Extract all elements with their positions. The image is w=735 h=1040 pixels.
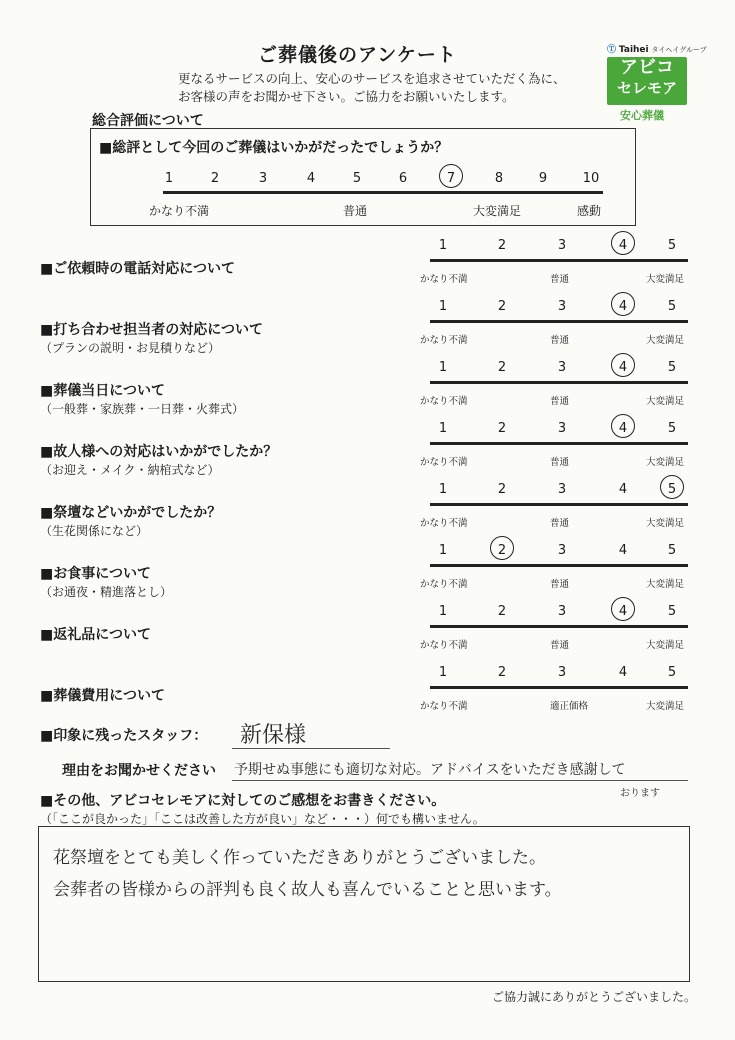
rating-label: かなり不満 xyxy=(420,579,468,590)
rating-option[interactable]: 4 xyxy=(618,238,628,253)
rating-scale-line xyxy=(430,564,688,567)
question-title: ■お食事について xyxy=(40,566,151,582)
rating-scale-line xyxy=(430,686,688,689)
rating-label: かなり不満 xyxy=(420,518,468,529)
overall-scale-option[interactable]: 3 xyxy=(258,171,268,186)
reason-underline xyxy=(232,780,688,781)
rating-option[interactable]: 5 xyxy=(667,665,677,680)
rating-option[interactable]: 2 xyxy=(497,604,507,619)
overall-question: ■総評として今回のご葬儀はいかがだったでしょうか？ xyxy=(99,140,449,156)
rating-option[interactable]: 2 xyxy=(497,360,507,375)
question-subtitle: （お通夜・精進落とし） xyxy=(40,585,173,599)
rating-option[interactable]: 2 xyxy=(497,299,507,314)
reason-label: 理由をお聞かせください xyxy=(62,763,216,779)
intro-line-2: お客様の声をお聞かせ下さい。ご協力をお願いいたします。 xyxy=(178,89,515,104)
rating-option[interactable]: 1 xyxy=(438,665,448,680)
rating-label: 大変満足 xyxy=(646,518,685,529)
brand-line-2: セレモア xyxy=(616,79,677,97)
rating-option[interactable]: 3 xyxy=(557,421,567,436)
rating-label: かなり不満 xyxy=(420,457,468,468)
brand-line-1: アビコ xyxy=(620,57,674,78)
rating-option[interactable]: 2 xyxy=(497,482,507,497)
rating-option[interactable]: 5 xyxy=(667,482,677,497)
rating-label: 大変満足 xyxy=(646,457,685,468)
rating-label: 大変満足 xyxy=(646,640,685,651)
rating-option[interactable]: 1 xyxy=(438,543,448,558)
rating-option[interactable]: 4 xyxy=(618,421,628,436)
rating-scale-line xyxy=(430,259,688,262)
rating-option[interactable]: 1 xyxy=(438,360,448,375)
question-subtitle: （プランの説明・お見積りなど） xyxy=(40,341,221,355)
rating-selected-circle xyxy=(611,353,635,377)
rating-option[interactable]: 5 xyxy=(667,299,677,314)
comment-line-2: 会葬者の皆様からの評判も良く故人も喜んでいることと思います。 xyxy=(53,880,562,900)
question-title: ■葬儀当日について xyxy=(40,383,165,399)
overall-scale-option[interactable]: 1 xyxy=(164,171,174,186)
overall-label-mid: 普通 xyxy=(343,204,368,218)
rating-option[interactable]: 1 xyxy=(438,421,448,436)
rating-option[interactable]: 4 xyxy=(618,299,628,314)
rating-label: かなり不満 xyxy=(420,396,468,407)
rating-label: 適正価格 xyxy=(550,701,589,712)
question-subtitle: （一般葬・家族葬・一日葬・火葬式） xyxy=(40,402,245,416)
rating-label: 大変満足 xyxy=(646,335,685,346)
rating-option[interactable]: 1 xyxy=(438,604,448,619)
rating-selected-circle xyxy=(611,414,635,438)
comments-box[interactable] xyxy=(38,826,690,982)
rating-option[interactable]: 4 xyxy=(618,665,628,680)
overall-scale-option[interactable]: 6 xyxy=(398,171,408,186)
rating-scale-line xyxy=(430,503,688,506)
overall-scale-option[interactable]: 8 xyxy=(494,171,504,186)
rating-selected-circle xyxy=(490,536,514,560)
rating-option[interactable]: 1 xyxy=(438,238,448,253)
overall-scale-option[interactable]: 5 xyxy=(352,171,362,186)
question-title: ■打ち合わせ担当者の対応について xyxy=(40,322,263,338)
overall-label-top: 感動 xyxy=(577,204,602,218)
rating-label: かなり不満 xyxy=(420,640,468,651)
rating-option[interactable]: 4 xyxy=(618,604,628,619)
question-title: ■祭壇などいかがでしたか？ xyxy=(40,505,222,521)
question-subtitle: （生花関係になど） xyxy=(40,524,149,538)
overall-box xyxy=(90,128,636,226)
overall-scale-option[interactable]: 10 xyxy=(582,171,600,186)
rating-label: 大変満足 xyxy=(646,396,685,407)
rating-option[interactable]: 1 xyxy=(438,482,448,497)
overall-selected-circle xyxy=(439,164,463,188)
rating-option[interactable]: 3 xyxy=(557,238,567,253)
rating-label: 普通 xyxy=(550,335,570,346)
rating-selected-circle xyxy=(660,475,684,499)
taihei-logo xyxy=(607,42,707,55)
question-title: ■ご依頼時の電話対応について xyxy=(40,261,235,277)
rating-label: 普通 xyxy=(550,457,570,468)
rating-selected-circle xyxy=(611,231,635,255)
rating-option[interactable]: 5 xyxy=(667,543,677,558)
overall-scale-line xyxy=(163,191,603,194)
overall-section-title: 総合評価について xyxy=(92,113,204,129)
overall-scale-option[interactable]: 4 xyxy=(306,171,316,186)
rating-option[interactable]: 5 xyxy=(667,421,677,436)
rating-scale-line xyxy=(430,625,688,628)
rating-label: 大変満足 xyxy=(646,701,685,712)
rating-scale-line xyxy=(430,381,688,384)
rating-option[interactable]: 3 xyxy=(557,299,567,314)
rating-option[interactable]: 5 xyxy=(667,360,677,375)
rating-label: 普通 xyxy=(550,640,570,651)
rating-scale-line xyxy=(430,442,688,445)
staff-label: ■印象に残ったスタッフ： xyxy=(40,728,208,744)
rating-label: 大変満足 xyxy=(646,274,685,285)
overall-scale-option[interactable]: 9 xyxy=(538,171,548,186)
staff-underline xyxy=(232,748,390,749)
question-title: ■返礼品について xyxy=(40,627,151,643)
rating-label: 普通 xyxy=(550,396,570,407)
rating-option[interactable]: 4 xyxy=(618,360,628,375)
question-title: ■葬儀費用について xyxy=(40,688,165,704)
rating-label: かなり不満 xyxy=(420,335,468,346)
rating-label: かなり不満 xyxy=(420,701,468,712)
rating-label: かなり不満 xyxy=(420,274,468,285)
rating-label: 普通 xyxy=(550,579,570,590)
rating-scale-line xyxy=(430,320,688,323)
overall-label-low: かなり不満 xyxy=(149,204,210,218)
comment-line-1: 花祭壇をとても美しく作っていただきありがとうございました。 xyxy=(53,848,546,868)
rating-option[interactable]: 4 xyxy=(618,482,628,497)
comments-subtitle: （「ここが良かった」「ここは改善した方が良い」など・・・）何でも構いません。 xyxy=(40,812,485,826)
question-subtitle: （お迎え・メイク・納棺式など） xyxy=(40,463,220,477)
rating-option[interactable]: 2 xyxy=(497,543,507,558)
rating-option[interactable]: 2 xyxy=(497,238,507,253)
staff-value[interactable]: 新保様 xyxy=(240,723,307,748)
brand-tagline: 安心葬儀 xyxy=(620,109,664,122)
rating-option[interactable]: 3 xyxy=(557,604,567,619)
rating-label: 大変満足 xyxy=(646,579,685,590)
rating-option[interactable]: 2 xyxy=(497,421,507,436)
intro-line-1: 更なるサービスの向上、安心のサービスを追求させていただく為に、 xyxy=(178,71,566,86)
rating-option[interactable]: 4 xyxy=(618,543,628,558)
rating-option[interactable]: 1 xyxy=(438,299,448,314)
overall-scale-option[interactable]: 7 xyxy=(446,171,456,186)
taihei-text: Taihei xyxy=(618,45,649,55)
rating-option[interactable]: 3 xyxy=(557,482,567,497)
taihei-mark-icon: Ⓣ xyxy=(607,45,617,55)
rating-option[interactable]: 2 xyxy=(497,665,507,680)
rating-selected-circle xyxy=(611,292,635,316)
rating-option[interactable]: 5 xyxy=(667,604,677,619)
rating-label: 普通 xyxy=(550,518,570,529)
rating-label: 普通 xyxy=(550,274,570,285)
comments-title: ■その他、アビコセレモアに対してのご感想をお書きください。 xyxy=(40,793,446,809)
rating-option[interactable]: 3 xyxy=(557,360,567,375)
reason-value[interactable]: 予期せぬ事態にも適切な対応。アドバイスをいただき感謝して xyxy=(234,762,626,778)
group-text: タイヘイグループ xyxy=(651,46,707,54)
brand-logo xyxy=(607,57,687,105)
rating-selected-circle xyxy=(611,597,635,621)
question-title: ■故人様への対応はいかがでしたか？ xyxy=(40,444,278,460)
rating-option[interactable]: 3 xyxy=(557,665,567,680)
footer-thanks: ご協力誠にありがとうございました。 xyxy=(492,990,697,1004)
rating-option[interactable]: 5 xyxy=(667,238,677,253)
page-title: ご葬儀後のアンケート xyxy=(258,44,457,66)
overall-scale-option[interactable]: 2 xyxy=(210,171,220,186)
overall-label-high: 大変満足 xyxy=(473,204,522,218)
reason-value-cont: おります xyxy=(620,788,660,799)
rating-option[interactable]: 3 xyxy=(557,543,567,558)
